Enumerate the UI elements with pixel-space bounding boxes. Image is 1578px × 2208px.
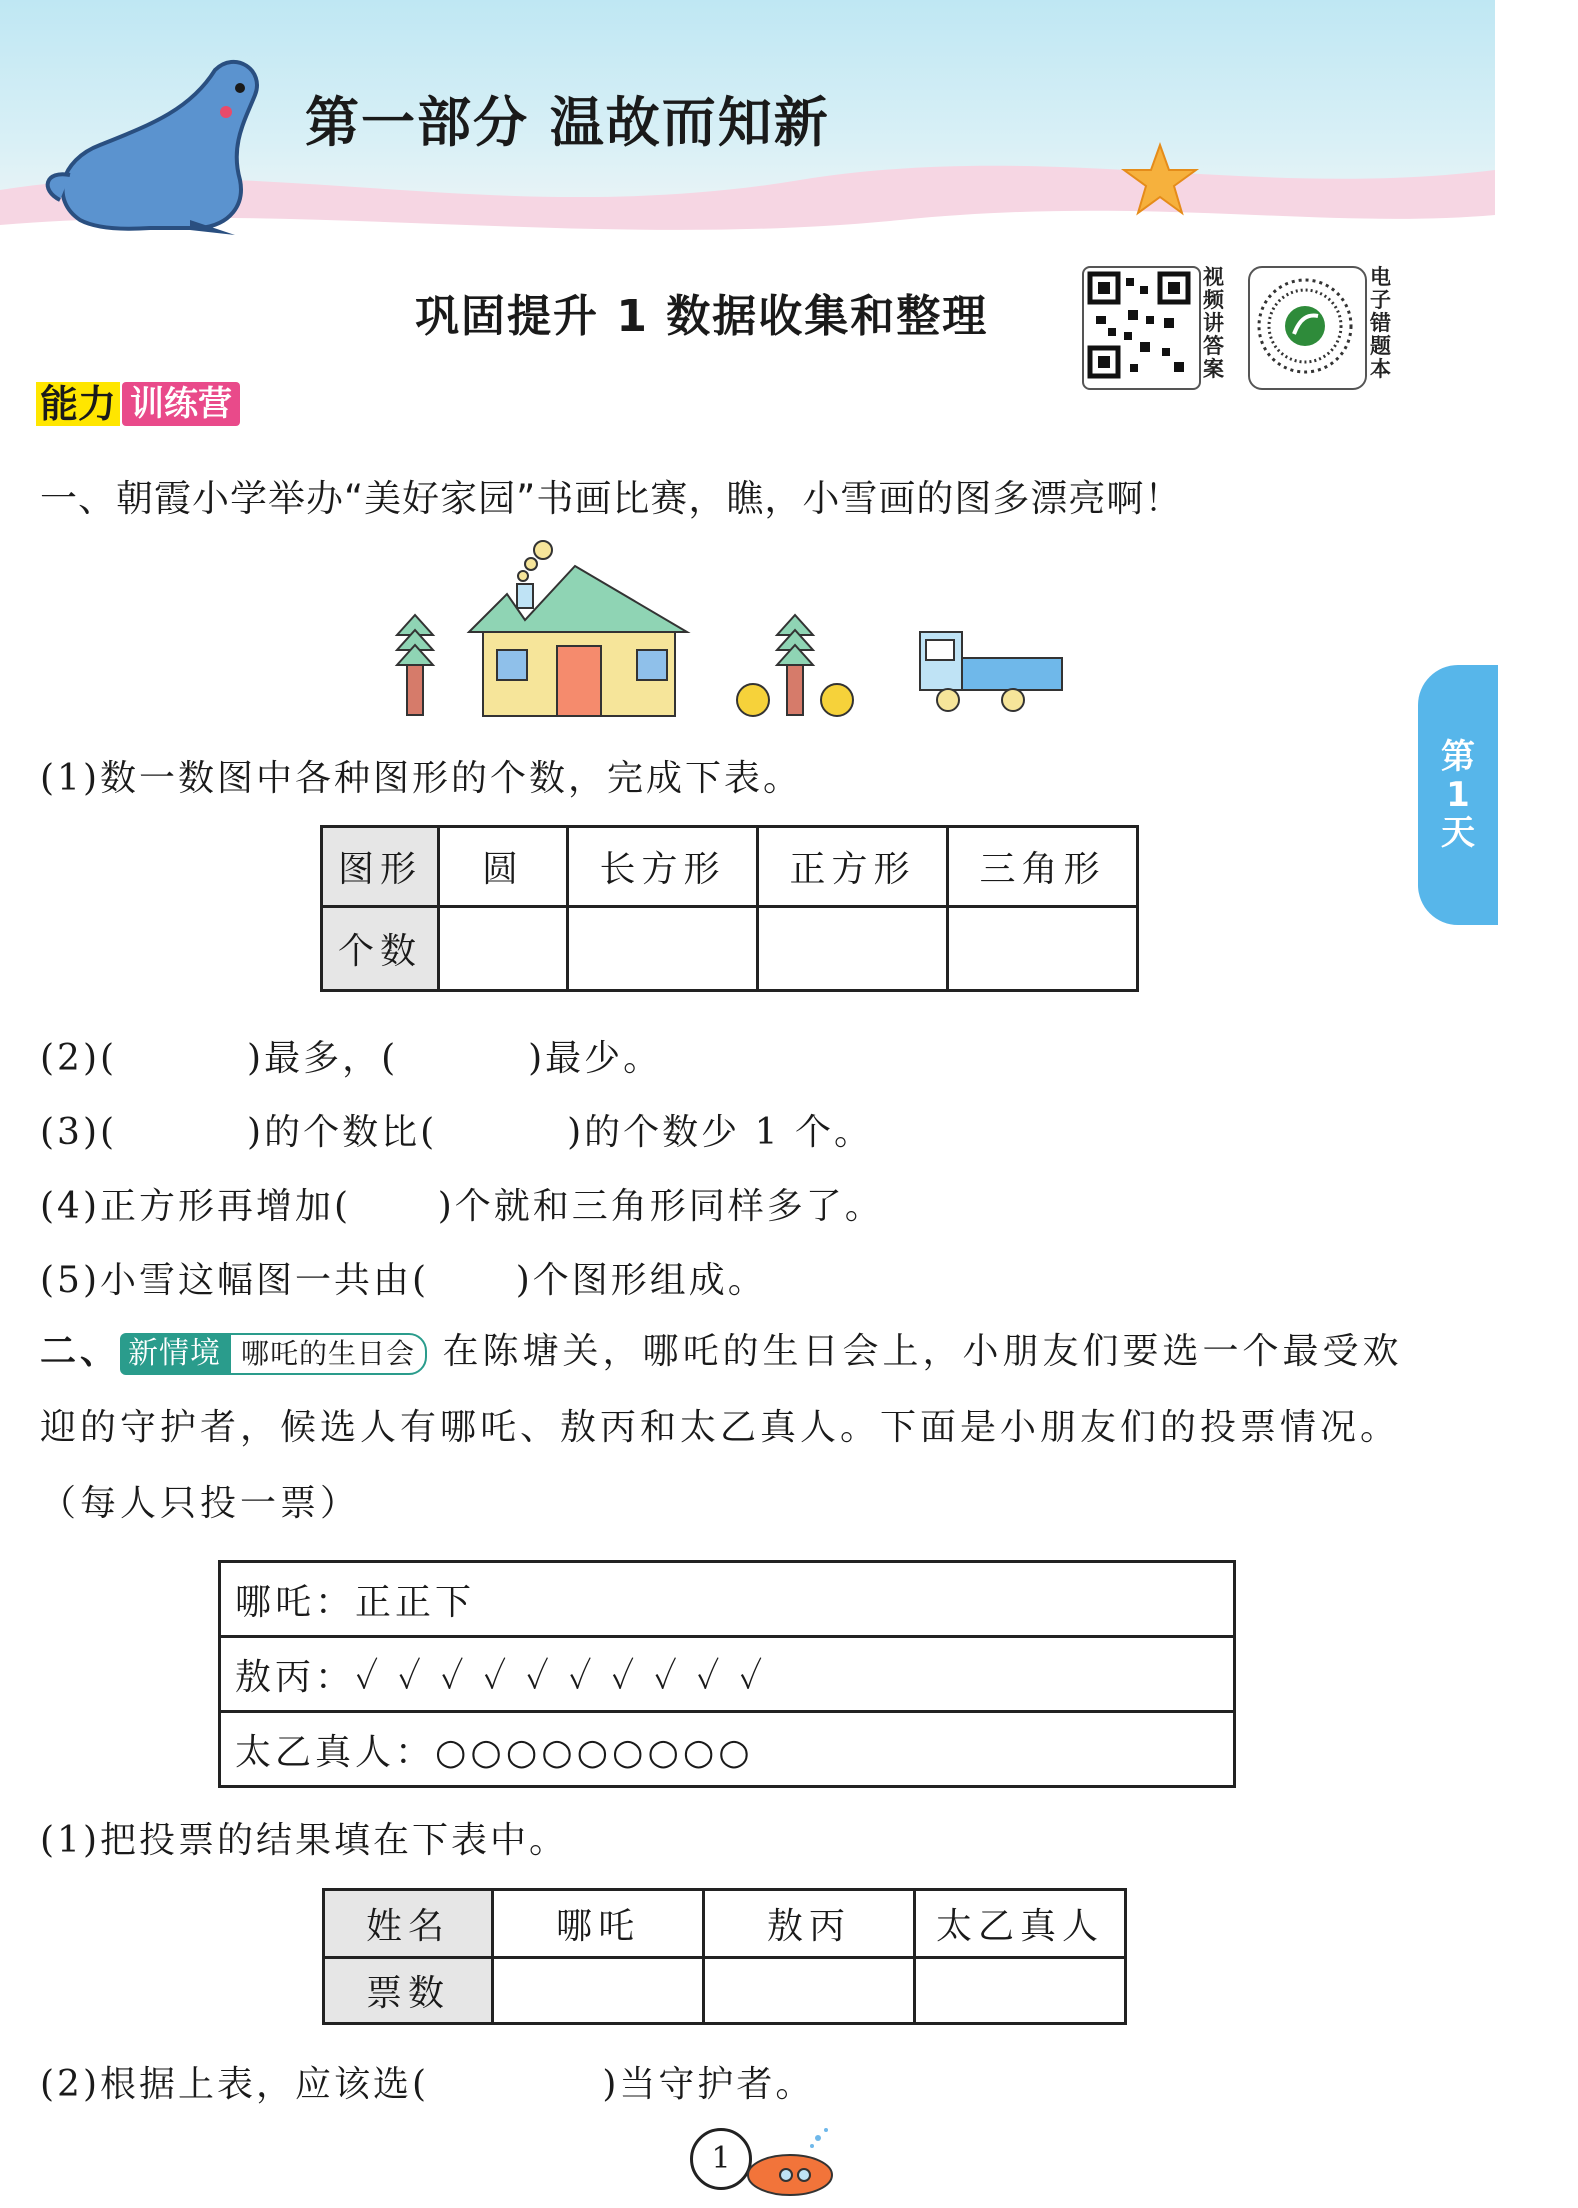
answer-cell[interactable]: [439, 907, 568, 991]
label-char: 案: [1203, 357, 1224, 381]
table-header-cell: 敖丙: [704, 1890, 915, 1958]
day-tab-number: 1: [1446, 775, 1470, 815]
topic-tag: 哪吒的生日会: [229, 1333, 427, 1375]
section-title: 第一部分 温故而知新: [305, 91, 830, 154]
shape-count-table: [320, 825, 1139, 992]
answer-cell[interactable]: [493, 1958, 704, 2024]
badge-part-1: 能力: [36, 382, 120, 426]
label-char: 错: [1370, 311, 1391, 335]
table-row-label: 个数: [322, 907, 439, 991]
page-number: 1: [690, 2128, 752, 2190]
label-char: 题: [1370, 334, 1391, 358]
question-1-part-1: (1)数一数图中各种图形的个数，完成下表。: [40, 758, 802, 799]
table-header-row: [324, 1890, 1126, 1958]
submarine-icon: [740, 2120, 840, 2200]
table-row-label: 票数: [324, 1958, 493, 2024]
qr-code-icon: [1084, 268, 1195, 384]
error-book-label: [1370, 266, 1396, 381]
label-char: 频: [1203, 288, 1224, 312]
mini-program-code-icon: [1250, 268, 1361, 384]
vote-row: 哪吒：正正下: [221, 1563, 1233, 1638]
table-row: [322, 907, 1138, 991]
table-header-row: [322, 827, 1138, 907]
ability-camp-badge: [36, 380, 240, 428]
label-char: 子: [1370, 288, 1391, 312]
question-1-heading: 一、朝霞小学举办“美好家园”书画比赛，瞧，小雪画的图多漂亮啊！: [40, 477, 1183, 520]
label-char: 电: [1370, 265, 1391, 289]
question-1-part-5: (5)小雪这幅图一共由( )个图形组成。: [40, 1260, 767, 1301]
question-1-part-2: (2)( )最多，( )最少。: [40, 1038, 663, 1079]
question-2-body: 在陈塘关，哪吒的生日会上，小朋友们要选一个最受欢迎的守护者，候选人有哪吒、敖丙和太乙真人。下面是小朋友们的投票情况。（每人只投一票）: [40, 1331, 1403, 1524]
answer-cell[interactable]: [704, 1958, 915, 2024]
answer-cell[interactable]: [948, 907, 1138, 991]
vote-row: 太乙真人：○○○○○○○○○: [235, 1731, 754, 1773]
day-tab-line: 天: [1441, 813, 1475, 853]
new-situation-tag: 新情境: [120, 1333, 229, 1375]
table-header-cell: 姓名: [324, 1890, 493, 1958]
question-2-part-2: (2)根据上表，应该选( )当守护者。: [40, 2064, 815, 2105]
lesson-title: 巩固提升 1 数据收集和整理: [415, 291, 989, 342]
day-side-tab: [1418, 665, 1498, 925]
label-char: 本: [1370, 357, 1391, 381]
table-header-cell: 哪吒: [493, 1890, 704, 1958]
house-drawing-illustration: [385, 540, 1065, 720]
house-icon: [469, 541, 687, 716]
vote-tally-box: [218, 1560, 1236, 1788]
label-char: 视: [1203, 265, 1224, 289]
starfish-icon: [1120, 140, 1200, 220]
video-qr-code[interactable]: [1082, 266, 1201, 390]
answer-cell[interactable]: [915, 1958, 1126, 2024]
table-row: [324, 1958, 1126, 2024]
table-header-cell: 太乙真人: [915, 1890, 1126, 1958]
video-answer-label: [1203, 266, 1229, 381]
question-1-part-4: (4)正方形再增加( )个就和三角形同样多了。: [40, 1186, 884, 1227]
tree-with-balls-icon: [737, 615, 853, 716]
question-2-part-1: (1)把投票的结果填在下表中。: [40, 1820, 568, 1861]
table-header-cell: 圆: [439, 827, 568, 907]
table-header-cell: 长方形: [568, 827, 758, 907]
label-char: 讲: [1203, 311, 1224, 335]
vote-row: 敖丙：✓ ✓ ✓ ✓ ✓ ✓ ✓ ✓ ✓ ✓: [221, 1638, 1233, 1713]
seal-mascot-icon: [40, 50, 270, 240]
tree-icon: [397, 615, 433, 715]
question-2-text: [40, 1314, 1420, 1542]
table-header-cell: 三角形: [948, 827, 1138, 907]
vote-result-table: [322, 1888, 1127, 2025]
truck-icon: [920, 632, 1062, 711]
answer-cell[interactable]: [568, 907, 758, 991]
table-header-cell: 正方形: [758, 827, 948, 907]
badge-part-2: 训练营: [122, 382, 240, 426]
day-tab-line: 第: [1441, 737, 1475, 777]
table-header-cell: 图形: [322, 827, 439, 907]
answer-cell[interactable]: [758, 907, 948, 991]
label-char: 答: [1203, 334, 1224, 358]
question-1-part-3: (3)( )的个数比( )的个数少 1 个。: [40, 1112, 873, 1153]
error-book-qr-code[interactable]: [1248, 266, 1367, 390]
question-2-number: 二、: [40, 1331, 121, 1372]
